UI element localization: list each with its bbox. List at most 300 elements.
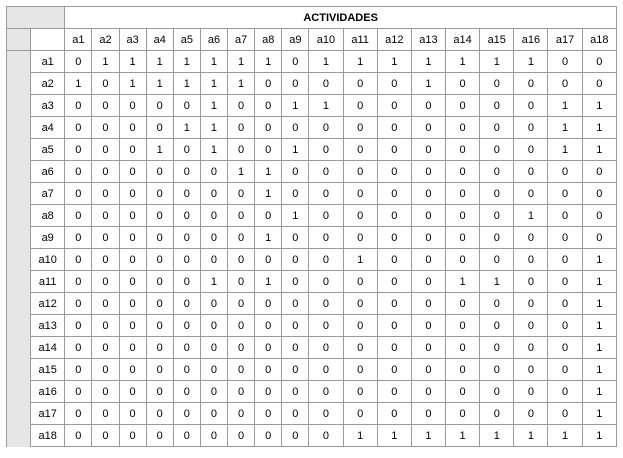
matrix-cell: 0 <box>548 381 582 403</box>
matrix-cell: 0 <box>377 183 411 205</box>
matrix-cell: 1 <box>582 139 616 161</box>
matrix-cell: 0 <box>228 117 255 139</box>
matrix-cell: 1 <box>282 205 309 227</box>
matrix-cell: 1 <box>411 73 445 95</box>
matrix-cell: 0 <box>65 183 92 205</box>
matrix-cell: 0 <box>65 425 92 447</box>
row-header: a15 <box>31 359 65 381</box>
matrix-cell: 0 <box>173 95 200 117</box>
matrix-cell: 1 <box>480 51 514 73</box>
matrix-cell: 0 <box>377 403 411 425</box>
matrix-cell: 0 <box>173 381 200 403</box>
matrix-cell: 1 <box>146 139 173 161</box>
table-row <box>7 95 617 117</box>
matrix-cell: 0 <box>411 293 445 315</box>
row-header: a9 <box>31 227 65 249</box>
matrix-cell: 0 <box>377 139 411 161</box>
table-row <box>7 183 617 205</box>
matrix-cell: 0 <box>377 359 411 381</box>
matrix-cell: 0 <box>309 183 343 205</box>
matrix-cell: 0 <box>119 161 146 183</box>
row-header: a4 <box>31 117 65 139</box>
row-header: a14 <box>31 337 65 359</box>
matrix-cell: 0 <box>255 205 282 227</box>
gutter-cell <box>7 29 31 51</box>
matrix-cell: 1 <box>446 271 480 293</box>
row-label-header <box>31 29 65 51</box>
matrix-cell: 0 <box>343 271 377 293</box>
matrix-cell: 0 <box>200 359 227 381</box>
matrix-cell: 0 <box>446 403 480 425</box>
matrix-cell: 0 <box>228 249 255 271</box>
matrix-cell: 0 <box>480 293 514 315</box>
matrix-cell: 0 <box>173 337 200 359</box>
matrix-cell: 0 <box>65 249 92 271</box>
matrix-cell: 0 <box>480 73 514 95</box>
matrix-cell: 0 <box>446 183 480 205</box>
matrix-cell: 0 <box>146 117 173 139</box>
row-gutter <box>7 337 31 359</box>
matrix-cell: 0 <box>377 249 411 271</box>
matrix-cell: 0 <box>282 73 309 95</box>
matrix-cell: 1 <box>255 227 282 249</box>
matrix-cell: 0 <box>173 227 200 249</box>
matrix-cell: 0 <box>146 337 173 359</box>
matrix-cell: 0 <box>282 425 309 447</box>
matrix-cell: 0 <box>146 425 173 447</box>
matrix-cell: 0 <box>92 293 119 315</box>
matrix-cell: 1 <box>309 95 343 117</box>
matrix-cell: 0 <box>343 227 377 249</box>
matrix-cell: 0 <box>200 425 227 447</box>
matrix-cell: 0 <box>200 337 227 359</box>
matrix-cell: 0 <box>309 359 343 381</box>
matrix-cell: 0 <box>343 117 377 139</box>
matrix-cell: 0 <box>200 381 227 403</box>
matrix-cell: 1 <box>200 139 227 161</box>
matrix-cell: 0 <box>548 205 582 227</box>
matrix-cell: 0 <box>173 403 200 425</box>
matrix-cell: 0 <box>255 403 282 425</box>
matrix-cell: 0 <box>411 337 445 359</box>
matrix-cell: 0 <box>548 161 582 183</box>
matrix-cell: 0 <box>255 249 282 271</box>
matrix-cell: 0 <box>146 249 173 271</box>
matrix-cell: 0 <box>65 381 92 403</box>
matrix-cell: 0 <box>65 403 92 425</box>
row-header: a17 <box>31 403 65 425</box>
column-header: a16 <box>514 29 548 51</box>
matrix-cell: 0 <box>282 183 309 205</box>
matrix-cell: 1 <box>343 249 377 271</box>
matrix-cell: 0 <box>65 315 92 337</box>
matrix-cell: 0 <box>548 183 582 205</box>
matrix-cell: 0 <box>411 381 445 403</box>
matrix-cell: 0 <box>65 293 92 315</box>
matrix-cell: 0 <box>309 271 343 293</box>
table-row <box>7 139 617 161</box>
matrix-cell: 0 <box>228 183 255 205</box>
matrix-cell: 1 <box>200 271 227 293</box>
row-header: a18 <box>31 425 65 447</box>
matrix-cell: 0 <box>65 117 92 139</box>
matrix-cell: 1 <box>582 271 616 293</box>
matrix-cell: 1 <box>228 73 255 95</box>
matrix-cell: 0 <box>309 249 343 271</box>
matrix-cell: 0 <box>309 337 343 359</box>
matrix-cell: 0 <box>411 249 445 271</box>
matrix-cell: 0 <box>446 381 480 403</box>
matrix-cell: 0 <box>548 73 582 95</box>
matrix-cell: 0 <box>343 183 377 205</box>
row-gutter <box>7 161 31 183</box>
matrix-cell: 0 <box>480 381 514 403</box>
matrix-cell: 1 <box>582 95 616 117</box>
matrix-cell: 0 <box>119 293 146 315</box>
matrix-cell: 0 <box>173 139 200 161</box>
matrix-cell: 0 <box>411 95 445 117</box>
matrix-cell: 0 <box>377 73 411 95</box>
matrix-cell: 0 <box>92 161 119 183</box>
column-header: a6 <box>200 29 227 51</box>
matrix-cell: 0 <box>582 205 616 227</box>
matrix-cell: 0 <box>480 315 514 337</box>
matrix-cell: 0 <box>228 227 255 249</box>
row-header: a12 <box>31 293 65 315</box>
matrix-cell: 0 <box>228 359 255 381</box>
matrix-cell: 0 <box>446 117 480 139</box>
matrix-cell: 0 <box>411 271 445 293</box>
matrix-body <box>7 51 617 447</box>
matrix-cell: 0 <box>377 337 411 359</box>
matrix-cell: 0 <box>582 73 616 95</box>
table-row <box>7 227 617 249</box>
matrix-cell: 0 <box>309 381 343 403</box>
matrix-cell: 1 <box>282 139 309 161</box>
title-row <box>7 7 617 29</box>
matrix-cell: 0 <box>92 139 119 161</box>
column-header: a15 <box>480 29 514 51</box>
matrix-cell: 0 <box>65 271 92 293</box>
matrix-cell: 0 <box>119 425 146 447</box>
matrix-cell: 0 <box>514 117 548 139</box>
row-gutter <box>7 205 31 227</box>
matrix-cell: 1 <box>343 51 377 73</box>
matrix-cell: 0 <box>255 359 282 381</box>
matrix-cell: 0 <box>65 161 92 183</box>
matrix-cell: 0 <box>92 183 119 205</box>
matrix-cell: 1 <box>480 271 514 293</box>
table-row <box>7 117 617 139</box>
matrix-cell: 1 <box>514 51 548 73</box>
row-header: a11 <box>31 271 65 293</box>
matrix-cell: 0 <box>119 337 146 359</box>
row-gutter <box>7 139 31 161</box>
matrix-cell: 0 <box>309 403 343 425</box>
matrix-cell: 0 <box>173 271 200 293</box>
matrix-cell: 0 <box>92 337 119 359</box>
matrix-cell: 1 <box>65 73 92 95</box>
row-header: a5 <box>31 139 65 161</box>
matrix-cell: 0 <box>92 381 119 403</box>
matrix-cell: 1 <box>282 95 309 117</box>
matrix-cell: 0 <box>514 73 548 95</box>
matrix-cell: 1 <box>228 51 255 73</box>
matrix-cell: 0 <box>446 359 480 381</box>
table-row <box>7 271 617 293</box>
matrix-cell: 0 <box>119 205 146 227</box>
matrix-cell: 0 <box>514 271 548 293</box>
matrix-cell: 0 <box>255 73 282 95</box>
matrix-cell: 0 <box>65 337 92 359</box>
matrix-cell: 0 <box>173 425 200 447</box>
matrix-cell: 1 <box>200 73 227 95</box>
matrix-cell: 0 <box>446 205 480 227</box>
matrix-cell: 0 <box>255 139 282 161</box>
matrix-cell: 0 <box>309 73 343 95</box>
matrix-cell: 0 <box>146 95 173 117</box>
matrix-cell: 0 <box>228 403 255 425</box>
matrix-cell: 0 <box>200 249 227 271</box>
matrix-cell: 0 <box>548 359 582 381</box>
matrix-cell: 1 <box>255 183 282 205</box>
matrix-cell: 0 <box>411 359 445 381</box>
matrix-cell: 0 <box>309 139 343 161</box>
matrix-cell: 1 <box>146 51 173 73</box>
matrix-cell: 0 <box>548 227 582 249</box>
column-header: a4 <box>146 29 173 51</box>
matrix-cell: 0 <box>514 381 548 403</box>
matrix-cell: 0 <box>548 403 582 425</box>
table-row <box>7 249 617 271</box>
table-row <box>7 293 617 315</box>
matrix-cell: 0 <box>446 227 480 249</box>
matrix-cell: 0 <box>119 139 146 161</box>
matrix-cell: 0 <box>255 95 282 117</box>
matrix-cell: 0 <box>173 161 200 183</box>
table-row <box>7 73 617 95</box>
matrix-cell: 1 <box>582 381 616 403</box>
matrix-cell: 0 <box>480 403 514 425</box>
matrix-cell: 0 <box>65 205 92 227</box>
matrix-cell: 0 <box>119 381 146 403</box>
matrix-cell: 0 <box>514 183 548 205</box>
matrix-cell: 0 <box>480 205 514 227</box>
matrix-cell: 0 <box>377 161 411 183</box>
matrix-cell: 0 <box>255 117 282 139</box>
matrix-cell: 0 <box>173 293 200 315</box>
matrix-cell: 1 <box>255 271 282 293</box>
matrix-cell: 0 <box>514 359 548 381</box>
matrix-cell: 1 <box>582 315 616 337</box>
corner-cell <box>7 7 65 29</box>
matrix-cell: 0 <box>92 425 119 447</box>
matrix-cell: 0 <box>309 293 343 315</box>
matrix-cell: 1 <box>582 403 616 425</box>
matrix-cell: 0 <box>377 227 411 249</box>
matrix-cell: 1 <box>582 293 616 315</box>
row-header: a6 <box>31 161 65 183</box>
matrix-cell: 0 <box>446 315 480 337</box>
matrix-cell: 0 <box>146 315 173 337</box>
matrix-cell: 0 <box>343 337 377 359</box>
matrix-cell: 0 <box>377 205 411 227</box>
matrix-cell: 1 <box>411 51 445 73</box>
matrix-cell: 0 <box>446 95 480 117</box>
matrix-cell: 0 <box>146 183 173 205</box>
matrix-cell: 1 <box>173 117 200 139</box>
matrix-cell: 1 <box>548 117 582 139</box>
row-gutter <box>7 227 31 249</box>
matrix-cell: 0 <box>411 117 445 139</box>
row-gutter <box>7 315 31 337</box>
matrix-cell: 0 <box>65 359 92 381</box>
matrix-cell: 0 <box>282 51 309 73</box>
matrix-cell: 0 <box>173 249 200 271</box>
row-gutter <box>7 403 31 425</box>
column-header: a14 <box>446 29 480 51</box>
matrix-cell: 0 <box>282 337 309 359</box>
matrix-cell: 0 <box>343 95 377 117</box>
row-header: a7 <box>31 183 65 205</box>
matrix-cell: 0 <box>228 293 255 315</box>
matrix-cell: 0 <box>411 205 445 227</box>
matrix-cell: 1 <box>411 425 445 447</box>
matrix-cell: 0 <box>228 337 255 359</box>
matrix-cell: 1 <box>173 51 200 73</box>
matrix-cell: 0 <box>446 73 480 95</box>
matrix-cell: 0 <box>548 293 582 315</box>
matrix-cell: 0 <box>309 117 343 139</box>
matrix-cell: 0 <box>92 271 119 293</box>
matrix-cell: 0 <box>119 271 146 293</box>
matrix-cell: 0 <box>92 117 119 139</box>
matrix-cell: 0 <box>282 227 309 249</box>
matrix-cell: 1 <box>514 205 548 227</box>
row-header: a1 <box>31 51 65 73</box>
table-row <box>7 425 617 447</box>
matrix-cell: 0 <box>514 139 548 161</box>
matrix-cell: 0 <box>119 359 146 381</box>
matrix-cell: 0 <box>446 337 480 359</box>
matrix-cell: 0 <box>92 227 119 249</box>
matrix-cell: 0 <box>228 381 255 403</box>
matrix-cell: 1 <box>377 425 411 447</box>
row-gutter <box>7 249 31 271</box>
matrix-cell: 0 <box>146 403 173 425</box>
column-header: a17 <box>548 29 582 51</box>
matrix-cell: 0 <box>582 161 616 183</box>
row-gutter <box>7 271 31 293</box>
matrix-cell: 0 <box>309 425 343 447</box>
matrix-cell: 0 <box>92 359 119 381</box>
row-header: a16 <box>31 381 65 403</box>
column-header: a8 <box>255 29 282 51</box>
matrix-cell: 0 <box>446 161 480 183</box>
matrix-cell: 0 <box>548 337 582 359</box>
matrix-cell: 0 <box>514 337 548 359</box>
matrix-cell: 0 <box>255 293 282 315</box>
matrix-cell: 1 <box>582 425 616 447</box>
matrix-cell: 1 <box>92 51 119 73</box>
matrix-cell: 0 <box>200 205 227 227</box>
matrix-cell: 0 <box>514 315 548 337</box>
row-header: a2 <box>31 73 65 95</box>
matrix-cell: 0 <box>119 95 146 117</box>
matrix-cell: 0 <box>146 205 173 227</box>
column-header: a3 <box>119 29 146 51</box>
matrix-cell: 1 <box>309 51 343 73</box>
matrix-cell: 0 <box>119 315 146 337</box>
matrix-cell: 0 <box>200 403 227 425</box>
matrix-cell: 0 <box>548 249 582 271</box>
table-row <box>7 51 617 73</box>
table-row <box>7 315 617 337</box>
matrix-cell: 1 <box>446 425 480 447</box>
matrix-cell: 0 <box>282 271 309 293</box>
table-title: ACTIVIDADES <box>65 7 617 29</box>
matrix-cell: 0 <box>92 403 119 425</box>
matrix-cell: 0 <box>65 227 92 249</box>
matrix-cell: 0 <box>446 249 480 271</box>
matrix-cell: 0 <box>228 95 255 117</box>
matrix-cell: 1 <box>480 425 514 447</box>
matrix-cell: 0 <box>119 117 146 139</box>
column-header: a1 <box>65 29 92 51</box>
matrix-cell: 0 <box>255 315 282 337</box>
matrix-cell: 0 <box>309 205 343 227</box>
matrix-cell: 0 <box>92 73 119 95</box>
matrix-cell: 0 <box>411 139 445 161</box>
matrix-cell: 0 <box>282 359 309 381</box>
matrix-cell: 0 <box>92 95 119 117</box>
matrix-cell: 0 <box>480 183 514 205</box>
table-row <box>7 337 617 359</box>
matrix-cell: 0 <box>309 161 343 183</box>
matrix-cell: 0 <box>377 315 411 337</box>
matrix-cell: 0 <box>411 227 445 249</box>
matrix-cell: 0 <box>282 315 309 337</box>
matrix-cell: 0 <box>377 293 411 315</box>
table-row <box>7 161 617 183</box>
matrix-cell: 0 <box>255 337 282 359</box>
matrix-cell: 0 <box>228 205 255 227</box>
row-header: a10 <box>31 249 65 271</box>
matrix-cell: 0 <box>480 359 514 381</box>
row-gutter <box>7 95 31 117</box>
matrix-cell: 1 <box>548 139 582 161</box>
table-row <box>7 205 617 227</box>
column-header: a5 <box>173 29 200 51</box>
matrix-cell: 0 <box>228 139 255 161</box>
matrix-cell: 0 <box>480 139 514 161</box>
matrix-cell: 1 <box>582 337 616 359</box>
matrix-cell: 0 <box>343 205 377 227</box>
matrix-cell: 0 <box>119 183 146 205</box>
column-header: a9 <box>282 29 309 51</box>
matrix-cell: 0 <box>119 249 146 271</box>
matrix-cell: 0 <box>255 425 282 447</box>
matrix-cell: 0 <box>377 95 411 117</box>
row-gutter <box>7 117 31 139</box>
matrix-cell: 0 <box>92 315 119 337</box>
matrix-cell: 1 <box>255 51 282 73</box>
matrix-cell: 0 <box>582 51 616 73</box>
matrix-cell: 1 <box>548 95 582 117</box>
column-header: a11 <box>343 29 377 51</box>
matrix-cell: 0 <box>92 249 119 271</box>
row-gutter <box>7 293 31 315</box>
